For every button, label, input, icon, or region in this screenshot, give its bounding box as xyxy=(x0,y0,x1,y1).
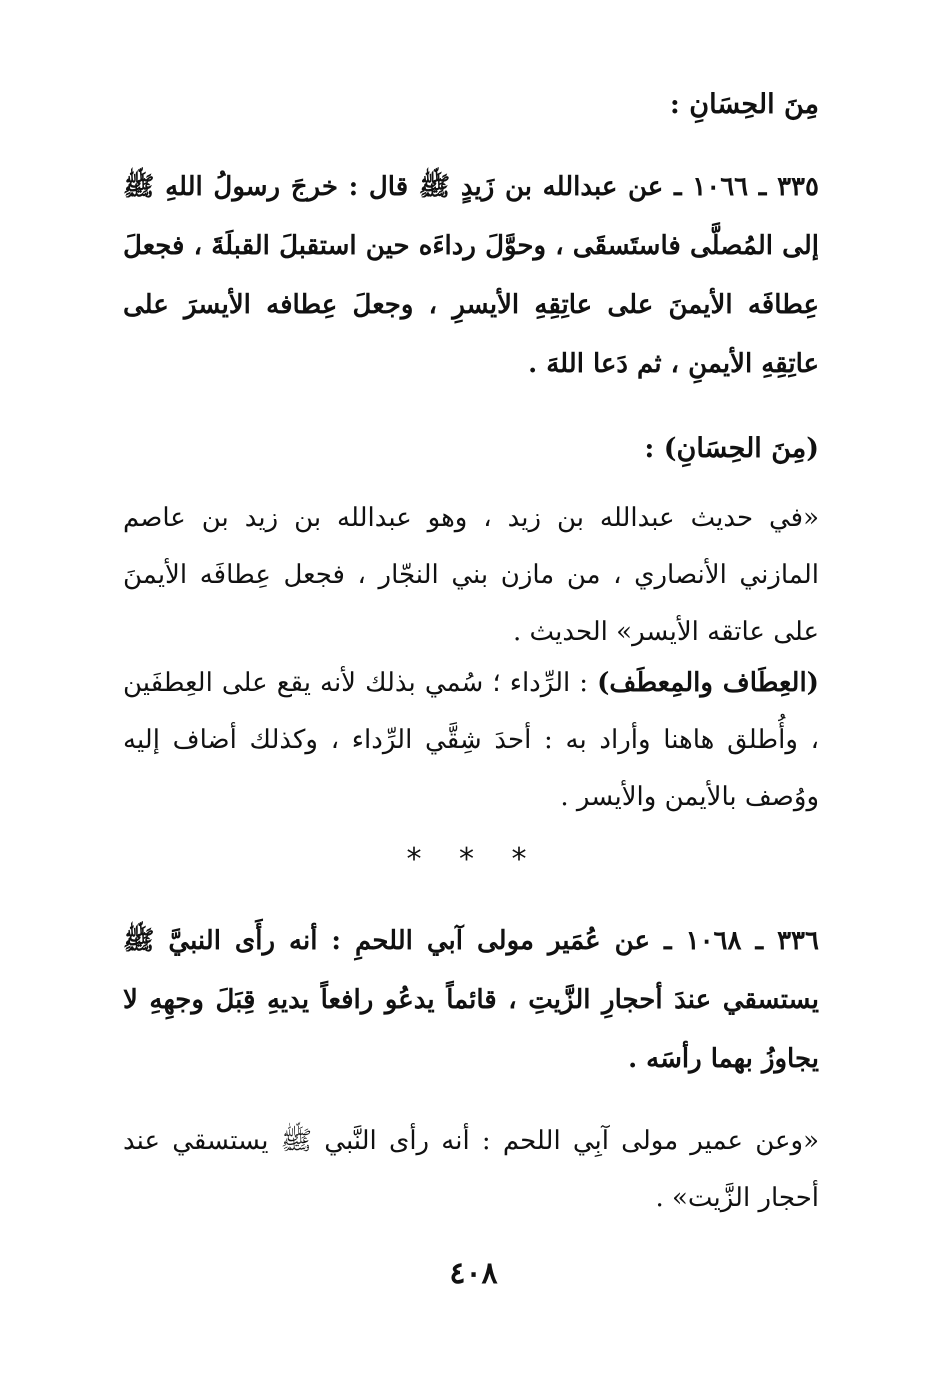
section-heading-hisan-commentary: (مِنَ الحِسَانِ) : xyxy=(644,433,819,464)
commentary-paragraph-2 xyxy=(123,655,819,826)
commentary-paragraph-1: «في حديث عبدالله بن زيد ، وهو عبدالله بن زيد بن عاصم المازني الأنصاري ، من مازن بني النجّار ، فجعل عِطافَه الأيمنَ على عاتقه الأيسر» الحديث . xyxy=(123,503,819,647)
section-separator-stars: * * * xyxy=(406,842,541,877)
section-heading-hisan: مِنَ الحِسَانِ : xyxy=(669,89,819,120)
commentary-term: (العِطَاف والمِعطَف) xyxy=(597,668,819,698)
hadith-335-text: ٣٣٥ ـ ١٠٦٦ ـ عن عبدالله بن زَيدٍ ﷺ قال : خرجَ رسولُ اللهِ ﷺ إلى المُصلَّى فاستَسقَى ، وحوَّلَ رداءَه حين استقبلَ القبلَةَ ، فجعلَ عِطافَه الأيمنَ على عاتِقِهِ الأيسرِ ، وجعلَ عِطافه الأيسرَ على عاتِقِهِ الأيمنِ ، ثم دَعا اللهَ . xyxy=(123,172,819,379)
commentary-paragraph-3: «وعن عمير مولى آبِي اللحم : أنه رأى النَّبي ﷺ يستسقي عند أحجار الزَّيت» . xyxy=(123,1126,819,1213)
page-number: ٤٠٨ xyxy=(449,1256,498,1291)
hadith-336-text: ٣٣٦ ـ ١٠٦٨ ـ عن عُمَير مولى آبي اللحمِ : أنه رأَى النبيَّ ﷺ يستسقي عندَ أحجارِ الزَّيتِ ، قائماً يدعُو رافعاً يديهِ قِبَلَ وجهِهِ لا يجاوزُ بهما رأسَه . xyxy=(123,926,819,1074)
commentary-definition: : الرِّداء ؛ سُمي بذلك لأنه يقع على العِطفَين ، وأُطلق هاهنا وأراد به : أحدَ شِقَّي الرِّداء ، وكذلك أضاف إليه ووُصف بالأيمن والأيسر . xyxy=(123,668,819,812)
